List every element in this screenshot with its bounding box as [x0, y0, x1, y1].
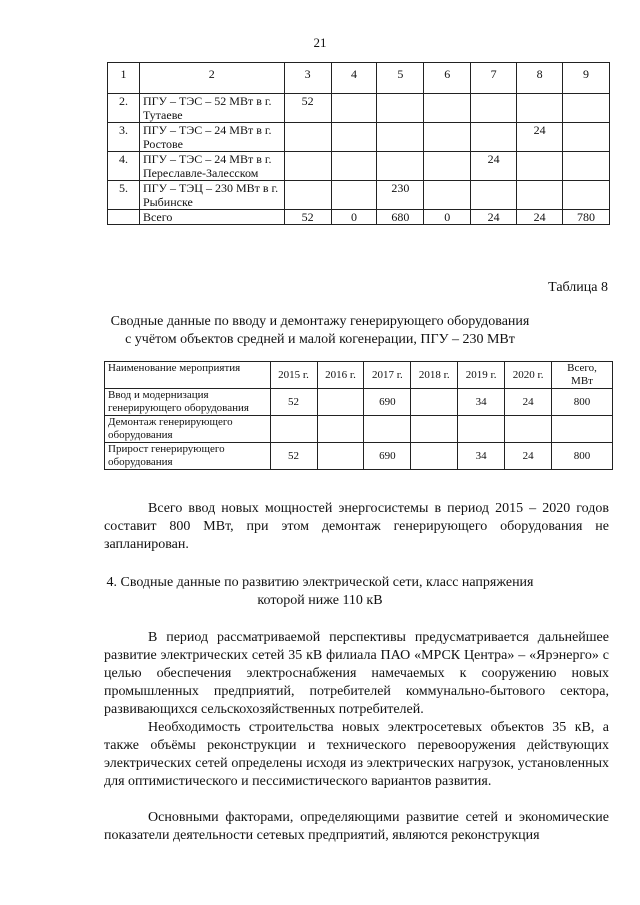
- value-cell: 34: [458, 443, 505, 470]
- value-cell: [331, 123, 377, 152]
- value-cell: 680: [377, 210, 424, 225]
- value-cell: [331, 152, 377, 181]
- header-cell: Наименование мероприятия: [105, 362, 271, 389]
- value-cell: 800: [552, 389, 613, 416]
- value-cell: 52: [270, 389, 317, 416]
- value-cell: 24: [517, 210, 563, 225]
- table-row: [105, 416, 613, 443]
- value-cell: [284, 152, 331, 181]
- value-cell: [517, 181, 563, 210]
- value-cell: 690: [364, 389, 411, 416]
- value-cell: [424, 94, 471, 123]
- value-cell: 690: [364, 443, 411, 470]
- paragraph-development: В период рассматриваемой перспективы предусматривается дальнейшее развитие электрических сетей 35 кВ филиала ПАО «МРСК Центра» – «Ярэнерго» с целью обеспечения электроснабжения намечаемых к сооружению новых промышленных предприятий, потребителей коммунально-бытового сектора, развивающихся сельскохозяйственных потребителей.: [104, 630, 609, 717]
- value-cell: [424, 181, 471, 210]
- value-cell: 24: [471, 210, 517, 225]
- value-cell: 52: [284, 94, 331, 123]
- header-cell: 7: [471, 63, 517, 94]
- value-cell: [377, 94, 424, 123]
- page-number: 21: [313, 35, 327, 50]
- paragraph-factors: Основными факторами, определяющими развитие сетей и экономические показатели деятельности сетевых предприятий, являются реконструкция: [104, 810, 609, 843]
- value-cell: 24: [505, 389, 552, 416]
- table-title-line2: с учётом объектов средней и малой когенерации, ПГУ – 230 МВт: [125, 332, 515, 347]
- value-cell: 24: [505, 443, 552, 470]
- value-cell: [411, 443, 458, 470]
- value-cell: [108, 210, 140, 225]
- value-cell: [411, 389, 458, 416]
- generation-table: [107, 62, 610, 225]
- header-cell: 2: [139, 63, 284, 94]
- table-row: [108, 94, 610, 123]
- value-cell: [563, 123, 610, 152]
- value-cell: [458, 416, 505, 443]
- paragraph-necessity: Необходимость строительства новых электросетевых объектов 35 кВ, а также объёмы реконструкции и технического перевооружения действующих электрических сетей определены исходя из электрических нагрузок, установленных для оптимистического и пессимистического вариантов развития.: [104, 720, 609, 789]
- value-cell: [270, 416, 317, 443]
- header-cell: 6: [424, 63, 471, 94]
- plant-name-cell: ПГУ – ТЭС – 24 МВт в г. Переславле-Залесском: [139, 152, 284, 181]
- table-row: [108, 152, 610, 181]
- table-title-line1: Сводные данные по вводу и демонтажу генерирующего оборудования: [110, 314, 530, 329]
- table-header-row: [105, 362, 613, 389]
- value-cell: 5.: [108, 181, 140, 210]
- value-cell: [411, 416, 458, 443]
- summary-table: [104, 361, 613, 470]
- value-cell: [505, 416, 552, 443]
- value-cell: [377, 152, 424, 181]
- value-cell: [377, 123, 424, 152]
- value-cell: [563, 181, 610, 210]
- value-cell: [563, 94, 610, 123]
- table-row: [105, 389, 613, 416]
- value-cell: [552, 416, 613, 443]
- section-heading-line1: 4. Сводные данные по развитию электрической сети, класс напряжения: [106, 575, 534, 590]
- table-header-row: [108, 63, 610, 94]
- header-cell: 9: [563, 63, 610, 94]
- table-label: Таблица 8: [548, 280, 608, 295]
- value-cell: 3.: [108, 123, 140, 152]
- value-cell: [471, 123, 517, 152]
- value-cell: 34: [458, 389, 505, 416]
- header-cell: 4: [331, 63, 377, 94]
- value-cell: [284, 123, 331, 152]
- header-cell: Всего, МВт: [552, 362, 613, 389]
- value-cell: 24: [471, 152, 517, 181]
- table-row: [108, 210, 610, 225]
- header-cell: 8: [517, 63, 563, 94]
- value-cell: 0: [424, 210, 471, 225]
- header-cell: 1: [108, 63, 140, 94]
- value-cell: [331, 181, 377, 210]
- section-heading-line2: которой ниже 110 кВ: [257, 593, 383, 608]
- value-cell: [284, 181, 331, 210]
- header-cell: 2015 г.: [270, 362, 317, 389]
- paragraph-total: Всего ввод новых мощностей энергосистемы в период 2015 – 2020 годов составит 800 МВт, при этом демонтаж генерирующего оборудования не запланирован.: [104, 501, 609, 552]
- value-cell: 52: [284, 210, 331, 225]
- activity-name-cell: Прирост генерирующего оборудования: [105, 443, 271, 470]
- value-cell: 230: [377, 181, 424, 210]
- header-cell: 5: [377, 63, 424, 94]
- value-cell: 52: [270, 443, 317, 470]
- header-cell: 2016 г.: [317, 362, 364, 389]
- plant-name-cell: ПГУ – ТЭЦ – 230 МВт в г. Рыбинске: [139, 181, 284, 210]
- value-cell: 800: [552, 443, 613, 470]
- value-cell: [317, 443, 364, 470]
- table-row: [108, 181, 610, 210]
- value-cell: [364, 416, 411, 443]
- activity-name-cell: Ввод и модернизация генерирующего оборудования: [105, 389, 271, 416]
- value-cell: [563, 152, 610, 181]
- header-cell: 2019 г.: [458, 362, 505, 389]
- value-cell: [317, 416, 364, 443]
- header-cell: 3: [284, 63, 331, 94]
- table-row: [105, 443, 613, 470]
- value-cell: 0: [331, 210, 377, 225]
- value-cell: [471, 181, 517, 210]
- header-cell: 2018 г.: [411, 362, 458, 389]
- value-cell: [424, 123, 471, 152]
- value-cell: 4.: [108, 152, 140, 181]
- activity-name-cell: Демонтаж генерирующего оборудования: [105, 416, 271, 443]
- value-cell: [517, 94, 563, 123]
- header-cell: 2020 г.: [505, 362, 552, 389]
- plant-name-cell: Всего: [139, 210, 284, 225]
- plant-name-cell: ПГУ – ТЭС – 24 МВт в г. Ростове: [139, 123, 284, 152]
- table-row: [108, 123, 610, 152]
- value-cell: [317, 389, 364, 416]
- value-cell: [517, 152, 563, 181]
- value-cell: 780: [563, 210, 610, 225]
- value-cell: 24: [517, 123, 563, 152]
- value-cell: [424, 152, 471, 181]
- value-cell: [471, 94, 517, 123]
- header-cell: 2017 г.: [364, 362, 411, 389]
- value-cell: [331, 94, 377, 123]
- value-cell: 2.: [108, 94, 140, 123]
- plant-name-cell: ПГУ – ТЭС – 52 МВт в г. Тутаеве: [139, 94, 284, 123]
